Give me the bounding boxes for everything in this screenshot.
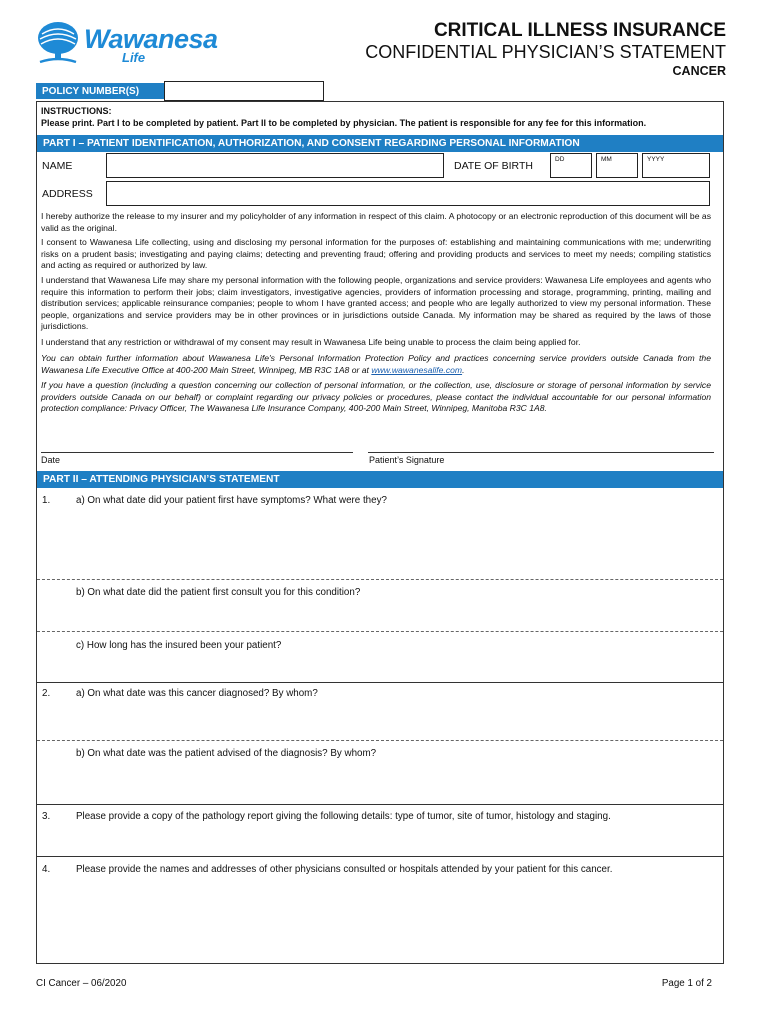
q2b-text: b) On what date was the patient advised of the diagnosis? By whom? [76,748,377,759]
privacy-info-paragraph [41,353,711,376]
dob-year-field[interactable] [642,153,710,178]
privacy-info-text: You can obtain further information about Wawanesa Life's Personal Information Protection Policy and practices concerning service providers outside Canada from the Wawanesa Life Executive Office at 400-200 Main Street, Winnipeg, MB R3C 1A8 or at [41,353,711,375]
part1-header: PART I – PATIENT IDENTIFICATION, AUTHORIZATION, AND CONSENT REGARDING PERSONAL INFORMATION [37,135,723,152]
divider [37,804,723,805]
q2-number: 2. [42,688,51,699]
q4-answer-area[interactable] [76,880,716,960]
website-link[interactable]: www.wawanesalife.com [371,364,463,375]
privacy-contact-paragraph: If you have a question (including a question concerning our collection of personal information, or the collection, use, disclosure or storage of personal information by service providers outside Canada on our behalf) or complaint regarding our privacy policies or procedures, please contact the individual accountable for our personal information protection compliance: Privacy Officer, The Wawanesa Life Insurance Company, 400-200 Main Street, Winnipeg, Manitoba R3C 1A8. [41,380,711,414]
name-label: NAME [42,160,73,172]
form-category: CANCER [672,64,726,78]
divider [37,631,723,632]
signature-line[interactable] [368,452,714,453]
instructions [41,106,646,129]
dob-day-hint: DD [555,156,565,163]
q1c-answer-area[interactable] [76,656,716,680]
divider [37,682,723,683]
q1-number: 1. [42,495,51,506]
divider [37,856,723,857]
dob-month-hint: MM [601,156,612,163]
dob-label: DATE OF BIRTH [454,160,533,172]
privacy-info-end: . [462,364,465,375]
address-field[interactable] [106,181,710,206]
logo-subtitle: Life [122,50,146,65]
policy-number-label: POLICY NUMBER(S) [36,83,167,99]
q4-text: Please provide the names and addresses of other physicians consulted or hospitals attended by your patient for this cancer. [76,864,613,875]
form-title: CRITICAL ILLNESS INSURANCE [433,20,726,41]
q3-answer-area[interactable] [76,827,716,853]
form-code: CI Cancer – 06/2020 [36,978,127,989]
tree-icon [36,20,80,66]
dob-year-hint: YYYY [647,156,665,163]
date-label: Date [41,455,61,465]
q2a-text: a) On what date was this cancer diagnosed? By whom? [76,688,318,699]
q3-number: 3. [42,811,51,822]
signature-label: Patient’s Signature [369,455,445,465]
instructions-text: Please print. Part I to be completed by patient. Part II to be completed by physician. The patient is responsible for any fee for this information. [41,117,647,128]
part2-header: PART II – ATTENDING PHYSICIAN’S STATEMENT [37,471,723,488]
logo-wordmark: Wawanesa [84,24,218,54]
consent-paragraph-4: I understand that any restriction or withdrawal of my consent may result in Wawanesa Life being unable to process the claim being applied for. [41,337,581,347]
dob-day-field[interactable] [550,153,592,178]
form-subtitle: CONFIDENTIAL PHYSICIAN’S STATEMENT [365,42,726,62]
policy-number-field[interactable] [164,81,324,101]
q1b-text: b) On what date did the patient first consult you for this condition? [76,587,361,598]
divider [37,579,723,580]
page-number: Page 1 of 2 [661,978,712,989]
address-label: ADDRESS [42,188,93,200]
q3-text: Please provide a copy of the pathology report giving the following details: type of tumor, site of tumor, histology and staging. [76,811,611,822]
divider [37,740,723,741]
name-field[interactable] [106,153,444,178]
date-line[interactable] [41,452,353,453]
q4-number: 4. [42,864,51,875]
wawanesa-logo [36,20,216,70]
dob-month-field[interactable] [596,153,638,178]
q1b-answer-area[interactable] [76,603,716,629]
q2a-answer-area[interactable] [76,704,716,738]
consent-paragraph-2: I consent to Wawanesa Life collecting, using and disclosing my personal information for the purposes of: establishing and maintaining communications with me; underwriting risks on a prudent basis; investigating and paying claims; detecting and preventing fraud; offering and providing products and services to meet my needs; compiling statistics and acting as required or authorized by law. [41,237,711,271]
instructions-heading: INSTRUCTIONS: [41,106,112,116]
q1a-text: a) On what date did your patient first have symptoms? What were they? [76,495,387,506]
consent-paragraph-3: I understand that Wawanesa Life may share my personal information with the following people, organizations and service providers: Wawanesa Life employees and agents who require this information to perform their jobs; claim investigators, investigative agencies, providers of information processing and storage, programming, printing, mailing and distribution services; applicable reinsurance companies; people to whom I have granted access; and people who are legally authorized to view my personal information. These people, organizations and service providers may be in other provinces or in jurisdictions outside Canada. My information may be shared as required by the laws of those jurisdictions. [41,275,711,332]
q1a-answer-area[interactable] [76,512,716,576]
q1c-text: c) How long has the insured been your patient? [76,640,282,651]
q2b-answer-area[interactable] [76,764,716,802]
consent-paragraph-1: I hereby authorize the release to my insurer and my policyholder of any information in respect of this claim. A photocopy or an electronic reproduction of this document will be as valid as the original. [41,211,711,233]
